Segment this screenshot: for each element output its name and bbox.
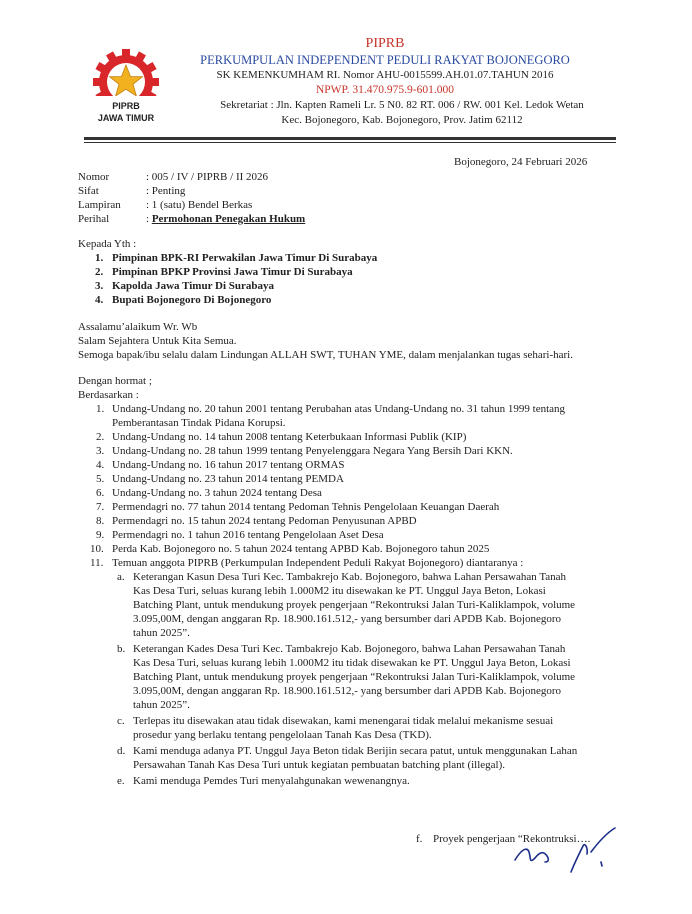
finding-line: Keterangan Kades Desa Turi Kec. Tambakrejo Kab. Bojonegoro, bahwa Lahan Persawahan Tanah (133, 643, 566, 655)
basis-item-cont: Pemberantasan Tindak Pidana Korupsi. (112, 417, 286, 429)
recipient-item: Kapolda Jawa Timur Di Surabaya (112, 280, 274, 292)
meta-label-sifat: Sifat (78, 185, 99, 197)
basis-num: 10. (90, 543, 104, 555)
finding-line: Terlepas itu disewakan atau tidak disewakan, kami menengarai tidak melalui mekanisme sesuai (133, 715, 554, 727)
address-line-1: Sekretariat : Jln. Kapten Rameli Lr. 5 N0. 82 RT. 006 / RW. 001 Kel. Ledok Wetan (220, 99, 584, 111)
finding-line: 3.095,00M, dengan anggaran Rp. 18.900.161.512,- yang bersumber dari APDB Kab. Bojonegoro (133, 685, 562, 697)
berdasarkan-label: Berdasarkan : (78, 389, 139, 401)
finding-line: Batching Plant, untuk mendukung proyek pengerjaan “Rekontruksi Jalan Turi-Kaliklampok, volume (133, 599, 576, 611)
finding-line: 3.095,00M, dengan anggaran Rp. 18.900.161.512,- yang bersumber dari APDB Kab. Bojonegoro (133, 613, 562, 625)
header-divider-thin (84, 142, 616, 143)
meta-value-perihal (146, 213, 305, 226)
basis-item: Permendagri no. 15 tahun 2024 tentang Pedoman Penyusunan APBD (112, 515, 417, 527)
basis-num: 4. (96, 459, 105, 471)
to-label: Kepada Yth : (78, 238, 137, 250)
hormat-line: Dengan hormat ; (78, 375, 152, 387)
perihal-prefix: : (146, 213, 152, 225)
basis-item: Permendagri no. 1 tahun 2016 tentang Pengelolaan Aset Desa (112, 529, 384, 541)
meta-label-nomor: Nomor (78, 171, 110, 183)
recipient-num: 2. (95, 266, 104, 278)
meta-label-lampiran: Lampiran (78, 199, 121, 211)
basis-item: Undang-Undang no. 14 tahun 2008 tentang Keterbukaan Informasi Publik (KIP) (112, 431, 467, 443)
basis-num: 9. (96, 529, 105, 541)
finding-letter: d. (117, 745, 126, 757)
paraf-signature (505, 822, 625, 878)
continuation-letter: f. (416, 833, 423, 845)
address-line-2: Kec. Bojonegoro, Kab. Bojonegoro, Prov. Jatim 62112 (281, 114, 523, 126)
org-short-name: PIPRB (365, 36, 405, 51)
finding-line: prosedur yang berlaku tentang pengelolaan Tanah Kas Desa (TKD). (133, 729, 432, 741)
finding-line: Persawahan Tanah Kas Desa Turi untuk kegiatan pembuatan batching plant (illegal). (133, 759, 506, 771)
recipient-item: Pimpinan BPKP Provinsi Jawa Timur Di Surabaya (112, 266, 353, 278)
meta-value-nomor: : 005 / IV / PIPRB / II 2026 (146, 171, 269, 183)
finding-letter: c. (117, 715, 125, 727)
finding-letter: a. (117, 571, 125, 583)
recipient-item: Pimpinan BPK-RI Perwakilan Jawa Timur Di Surabaya (112, 252, 378, 264)
finding-line: Kami menduga Pemdes Turi menyalahgunakan wewenangnya. (133, 775, 410, 787)
basis-item: Undang-Undang no. 23 tahun 2014 tentang PEMDA (112, 473, 344, 485)
basis-item: Permendagri no. 77 tahun 2014 tentang Pedoman Tehnis Pengelolaan Keuangan Daerah (112, 501, 500, 513)
perihal-subject: Permohonan Penegakan Hukum (151, 213, 306, 225)
piprb-logo (86, 46, 166, 128)
finding-line: Batching Plant, untuk mendukung proyek pengerjaan “Rekontruksi Jalan Turi-Kaliklampok, volume (133, 671, 576, 683)
basis-num: 2. (96, 431, 105, 443)
gear-star-icon (86, 46, 166, 128)
finding-line: Kas Desa Turi, seluas kurang lebih 1.000M2 itu tidak disewakan ke PT. Unggul Jaya Beton, Lokasi (133, 657, 571, 669)
finding-line: tahun 2025”. (133, 699, 190, 711)
greeting-line: Assalamu’alaikum Wr. Wb (78, 321, 198, 333)
finding-line: Kami menduga adanya PT. Unggul Jaya Beton tidak Berijin secara patut, untuk menggunakan Lahan (133, 745, 578, 757)
header-divider-thick (84, 137, 616, 140)
basis-item: Undang-Undang no. 28 tahun 1999 tentang Penyelenggara Negara Yang Bersih Dari KKN. (112, 445, 513, 457)
basis-item: Temuan anggota PIPRB (Perkumpulan Independent Peduli Rakyat Bojonegoro) diantaranya : (112, 557, 524, 569)
basis-item: Undang-Undang no. 3 tahun 2024 tentang Desa (112, 487, 322, 499)
greeting-line: Semoga bapak/ibu selalu dalam Lindungan ALLAH SWT, TUHAN YME, dalam menjalankan tugas sehari-hari. (78, 349, 573, 361)
finding-letter: e. (117, 775, 125, 787)
basis-num: 3. (96, 445, 105, 457)
greeting-line: Salam Sejahtera Untuk Kita Semua. (78, 335, 237, 347)
basis-num: 6. (96, 487, 105, 499)
letter-date: Bojonegoro, 24 Februari 2026 (454, 156, 588, 168)
basis-num: 5. (96, 473, 105, 485)
sk-number: SK KEMENKUMHAM RI. Nomor AHU-0015599.AH.01.07.TAHUN 2016 (216, 69, 554, 81)
recipient-num: 4. (95, 294, 104, 306)
finding-letter: b. (117, 643, 126, 655)
basis-item: Perda Kab. Bojonegoro no. 5 tahun 2024 tentang APBD Kab. Bojonegoro tahun 2025 (112, 543, 490, 555)
recipient-num: 1. (95, 252, 104, 264)
finding-line: Kas Desa Turi, seluas kurang lebih 1.000M2 itu disewakan ke PT. Unggul Jaya Beton, Lokasi (133, 585, 546, 597)
basis-num: 7. (96, 501, 105, 513)
logo-text-piprb: PIPRB (112, 101, 140, 111)
org-full-name: PERKUMPULAN INDEPENDENT PEDULI RAKYAT BOJONEGORO (200, 53, 570, 67)
basis-item: Undang-Undang no. 20 tahun 2001 tentang Perubahan atas Undang-Undang no. 31 tahun 1999 tentang (112, 403, 566, 415)
recipient-num: 3. (95, 280, 104, 292)
finding-line: tahun 2025”. (133, 627, 190, 639)
finding-line: Keterangan Kasun Desa Turi Kec. Tambakrejo Kab. Bojonegoro, bahwa Lahan Persawahan Tanah (133, 571, 567, 583)
logo-text-jatim: JAWA TIMUR (97, 113, 155, 123)
basis-num: 1. (96, 403, 105, 415)
continuation-text: Proyek pengerjaan “Rekontruksi…. (433, 833, 591, 845)
basis-num: 8. (96, 515, 105, 527)
basis-item: Undang-Undang no. 16 tahun 2017 tentang ORMAS (112, 459, 345, 471)
basis-num: 11. (90, 557, 104, 569)
meta-label-perihal: Perihal (78, 213, 110, 225)
meta-value-lampiran: : 1 (satu) Bendel Berkas (146, 199, 253, 211)
recipient-item: Bupati Bojonegoro Di Bojonegoro (112, 294, 272, 306)
npwp-number: NPWP. 31.470.975.9-601.000 (315, 84, 454, 96)
meta-value-sifat: : Penting (146, 185, 186, 197)
